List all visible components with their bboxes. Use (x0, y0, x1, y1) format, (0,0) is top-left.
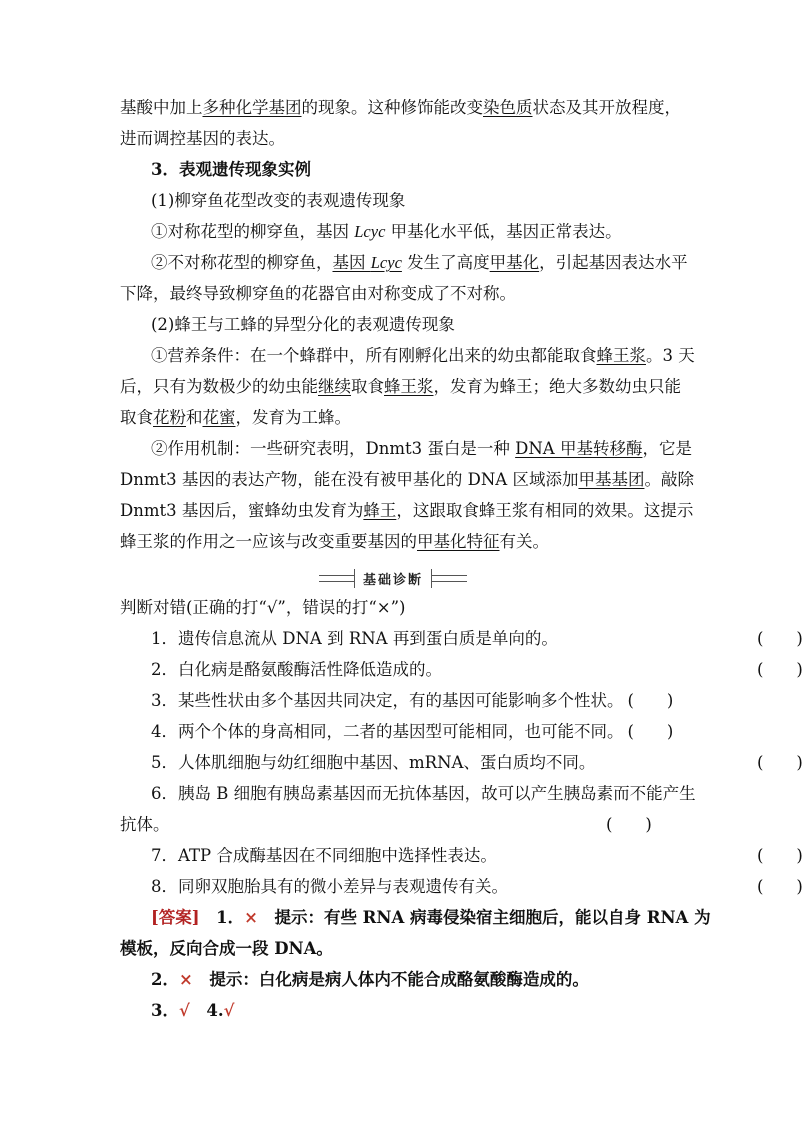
answer-number: 1． (216, 908, 245, 927)
answer-number: 3． (151, 1001, 179, 1020)
text-run: 的现象。这种修饰能改变 (301, 98, 483, 117)
answer-blank[interactable]: ( ) (757, 629, 803, 648)
answer-line (151, 964, 676, 995)
question-item (151, 871, 803, 902)
cross-mark-icon: × (178, 970, 193, 989)
answer-hint: 提示：白化病是病人体内不能合成酪氨酸酶造成的。 (209, 970, 589, 989)
text-run: 状态及其开放程度， (532, 98, 681, 117)
paragraph-line (151, 216, 676, 247)
answer-blank[interactable]: ( ) (627, 691, 674, 710)
text-run: ①营养条件：在一个蜂群中，所有刚孵化出来的幼虫都能取食 (151, 346, 597, 365)
question-text: 6．胰岛 B 细胞有胰岛素基因而无抗体基因，故可以产生胰岛素而不能产生 (151, 784, 696, 803)
underlined-term: 甲基化 (489, 253, 540, 272)
question-item (151, 623, 803, 654)
answer-tag: [答案] (151, 908, 200, 927)
answer-blank[interactable]: ( ) (627, 722, 674, 741)
underlined-term: 甲基基团 (578, 470, 645, 489)
intro-line-2: 进而调控基因的表达。 (120, 129, 285, 148)
gene-name: Lcyc (370, 253, 402, 272)
text-run: ②作用机制：一些研究表明，Dnmt3 蛋白是一种 (151, 439, 516, 458)
answer-number: 4. (206, 1001, 224, 1020)
text-run: ，引起基因表达水平 (539, 253, 688, 272)
answer-blank[interactable]: ( ) (606, 815, 652, 834)
answer-blank[interactable]: ( ) (757, 753, 803, 772)
question-item-continuation (120, 809, 676, 840)
text-run: ，这跟取食蜂王浆有相同的效果。这提示 (396, 501, 694, 520)
question-text: 4．两个个体的身高相同，二者的基因型可能相同，也可能不同。 (151, 722, 624, 741)
answer-line: 模板，反向合成一段 DNA。 (120, 939, 333, 958)
text-run: 取食 (351, 377, 384, 396)
text-run: ②不对称花型的柳穿鱼， (151, 253, 333, 272)
paragraph-line (151, 433, 692, 464)
check-mark-icon: √ (223, 1001, 235, 1020)
cross-mark-icon: × (244, 908, 258, 927)
question-item (151, 654, 803, 685)
subsection-heading: (1)柳穿鱼花型改变的表观遗传现象 (151, 191, 406, 210)
underlined-term: 蜂王浆 (596, 346, 646, 365)
question-item (151, 747, 803, 778)
text-run: 甲基化水平低，基因正常表达。 (385, 222, 622, 241)
paragraph-line (120, 464, 694, 495)
text-run: ①对称花型的柳穿鱼，基因 (151, 222, 355, 241)
paragraph-line (120, 495, 694, 526)
text-run: 基酸中加上 (120, 98, 203, 117)
question-item (151, 778, 696, 809)
text-run: 发生了高度 (401, 253, 490, 272)
question-text: 3．某些性状由多个基因共同决定，有的基因可能影响多个性状。 (151, 691, 624, 710)
paragraph-line (151, 340, 695, 371)
text-run: Dnmt3 基因后，蜜蜂幼虫发育为 (120, 501, 364, 520)
underlined-term: 花粉 (153, 408, 186, 427)
question-item (151, 716, 676, 747)
text-run: 。敲除 (644, 470, 694, 489)
underlined-term: 蜂王 (363, 501, 397, 520)
text-run: ，它是 (642, 439, 692, 458)
underlined-term (333, 253, 402, 272)
underlined-term: 染色质 (483, 98, 533, 117)
text-run: 和 (186, 408, 203, 427)
text-run: 有关。 (499, 532, 549, 551)
text-run: Dnmt3 基因的表达产物，能在没有被甲基化的 DNA 区域添加 (120, 470, 579, 489)
question-text: 1．遗传信息流从 DNA 到 RNA 再到蛋白质是单向的。 (151, 629, 558, 648)
paragraph-line (120, 526, 676, 557)
text-run: 取食 (120, 408, 153, 427)
answer-blank[interactable]: ( ) (757, 660, 803, 679)
check-mark-icon: √ (178, 1001, 190, 1020)
underlined-term: 继续 (318, 377, 351, 396)
answer-hint: 提示：有些 RNA 病毒侵染宿主细胞后，能以自身 RNA 为 (274, 908, 711, 927)
text-run: ，发育为蜂王；绝大多数幼虫只能 (433, 377, 681, 396)
question-text: 2．白化病是酪氨酸酶活性降低造成的。 (151, 660, 442, 679)
paragraph-line (120, 371, 681, 402)
question-text: 8．同卵双胞胎具有的微小差异与表观遗传有关。 (151, 877, 508, 896)
question-text: 7．ATP 合成酶基因在不同细胞中选择性表达。 (151, 846, 497, 865)
answer-blank[interactable]: ( ) (757, 846, 803, 865)
underlined-term: DNA 甲基转移酶 (515, 439, 643, 458)
paragraph-line: 下降，最终导致柳穿鱼的花器官由对称变成了不对称。 (120, 284, 516, 303)
underlined-term: 甲基化特征 (417, 532, 500, 551)
subsection-heading: (2)蜂王与工蜂的异型分化的表观遗传现象 (151, 315, 455, 334)
paragraph-line (151, 247, 688, 278)
question-item (151, 840, 803, 871)
section-heading: 3．表观遗传现象实例 (151, 160, 311, 179)
instruction: 判断对错(正确的打“√”，错误的打“×”) (120, 598, 406, 617)
intro-line-1 (120, 92, 681, 123)
question-text: 抗体。 (120, 815, 170, 834)
answer-blank[interactable]: ( ) (757, 877, 803, 896)
underlined-term: 蜂王浆 (384, 377, 434, 396)
paragraph-line (120, 402, 676, 433)
gene-name: Lcyc (354, 222, 386, 241)
answer-line (151, 902, 711, 933)
text-run: 。3 天 (646, 346, 695, 365)
text-run: 蜂王浆的作用之一应该与改变重要基因的 (120, 532, 417, 551)
answer-number: 2． (151, 970, 179, 989)
section-banner (319, 569, 467, 587)
underlined-term: 花蜜 (202, 408, 236, 427)
question-item (151, 685, 676, 716)
text-run: ，发育为工蜂。 (235, 408, 351, 427)
text-run: 基因 (332, 253, 371, 272)
banner-label: 基础诊断 (354, 569, 432, 588)
underlined-term: 多种化学基团 (202, 98, 302, 117)
text-run: 后，只有为数极少的幼虫能 (120, 377, 318, 396)
question-text: 5．人体肌细胞与幼红细胞中基因、mRNA、蛋白质均不同。 (151, 753, 596, 772)
answer-line (151, 995, 676, 1026)
